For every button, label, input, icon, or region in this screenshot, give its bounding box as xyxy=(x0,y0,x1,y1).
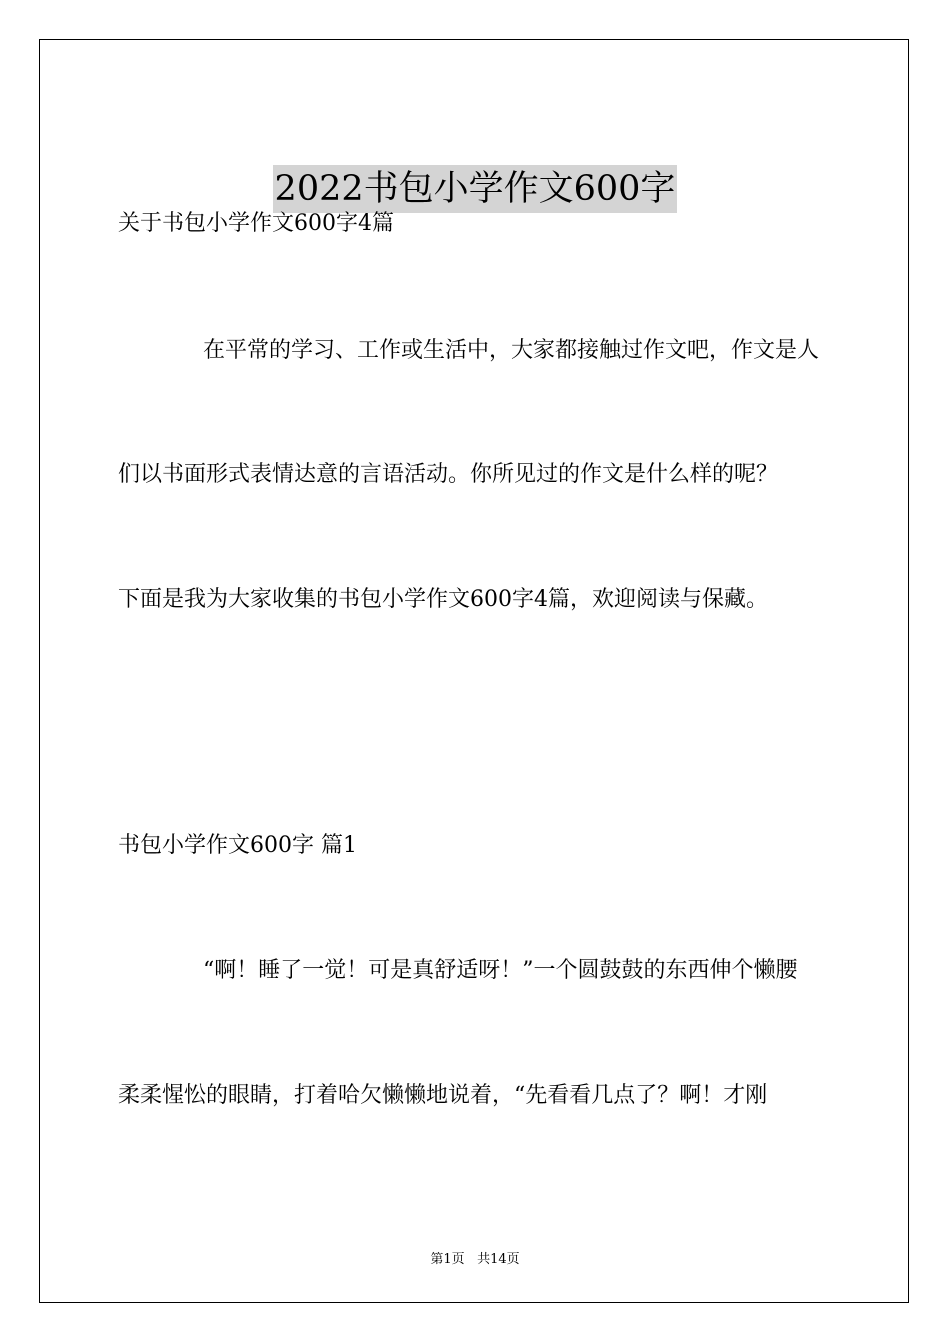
intro-line-2: 们以书面形式表情达意的言语活动。你所见过的作文是什么样的呢？ xyxy=(118,462,779,487)
page-total: 共14页 xyxy=(477,1252,520,1267)
document-page xyxy=(39,39,909,1303)
intro-line-3: 下面是我为大家收集的书包小学作文600字4篇，欢迎阅读与保藏。 xyxy=(118,587,768,612)
page-number: 第1页 xyxy=(430,1252,465,1267)
document-title: 2022书包小学作文600字 xyxy=(273,165,678,213)
intro-line-1: 在平常的学习、工作或生活中，大家都接触过作文吧，作文是人 xyxy=(203,338,820,363)
title-container xyxy=(40,165,910,213)
section-line-2: 柔柔惺忪的眼睛，打着哈欠懒懒地说着，“先看看几点了？啊！才刚 xyxy=(118,1083,768,1108)
section-heading: 书包小学作文600字 篇1 xyxy=(118,833,357,858)
document-subtitle: 关于书包小学作文600字4篇 xyxy=(118,211,394,236)
page-footer xyxy=(40,1248,910,1267)
section-line-1: “啊！睡了一觉！可是真舒适呀！”一个圆鼓鼓的东西伸个懒腰 xyxy=(203,958,798,983)
